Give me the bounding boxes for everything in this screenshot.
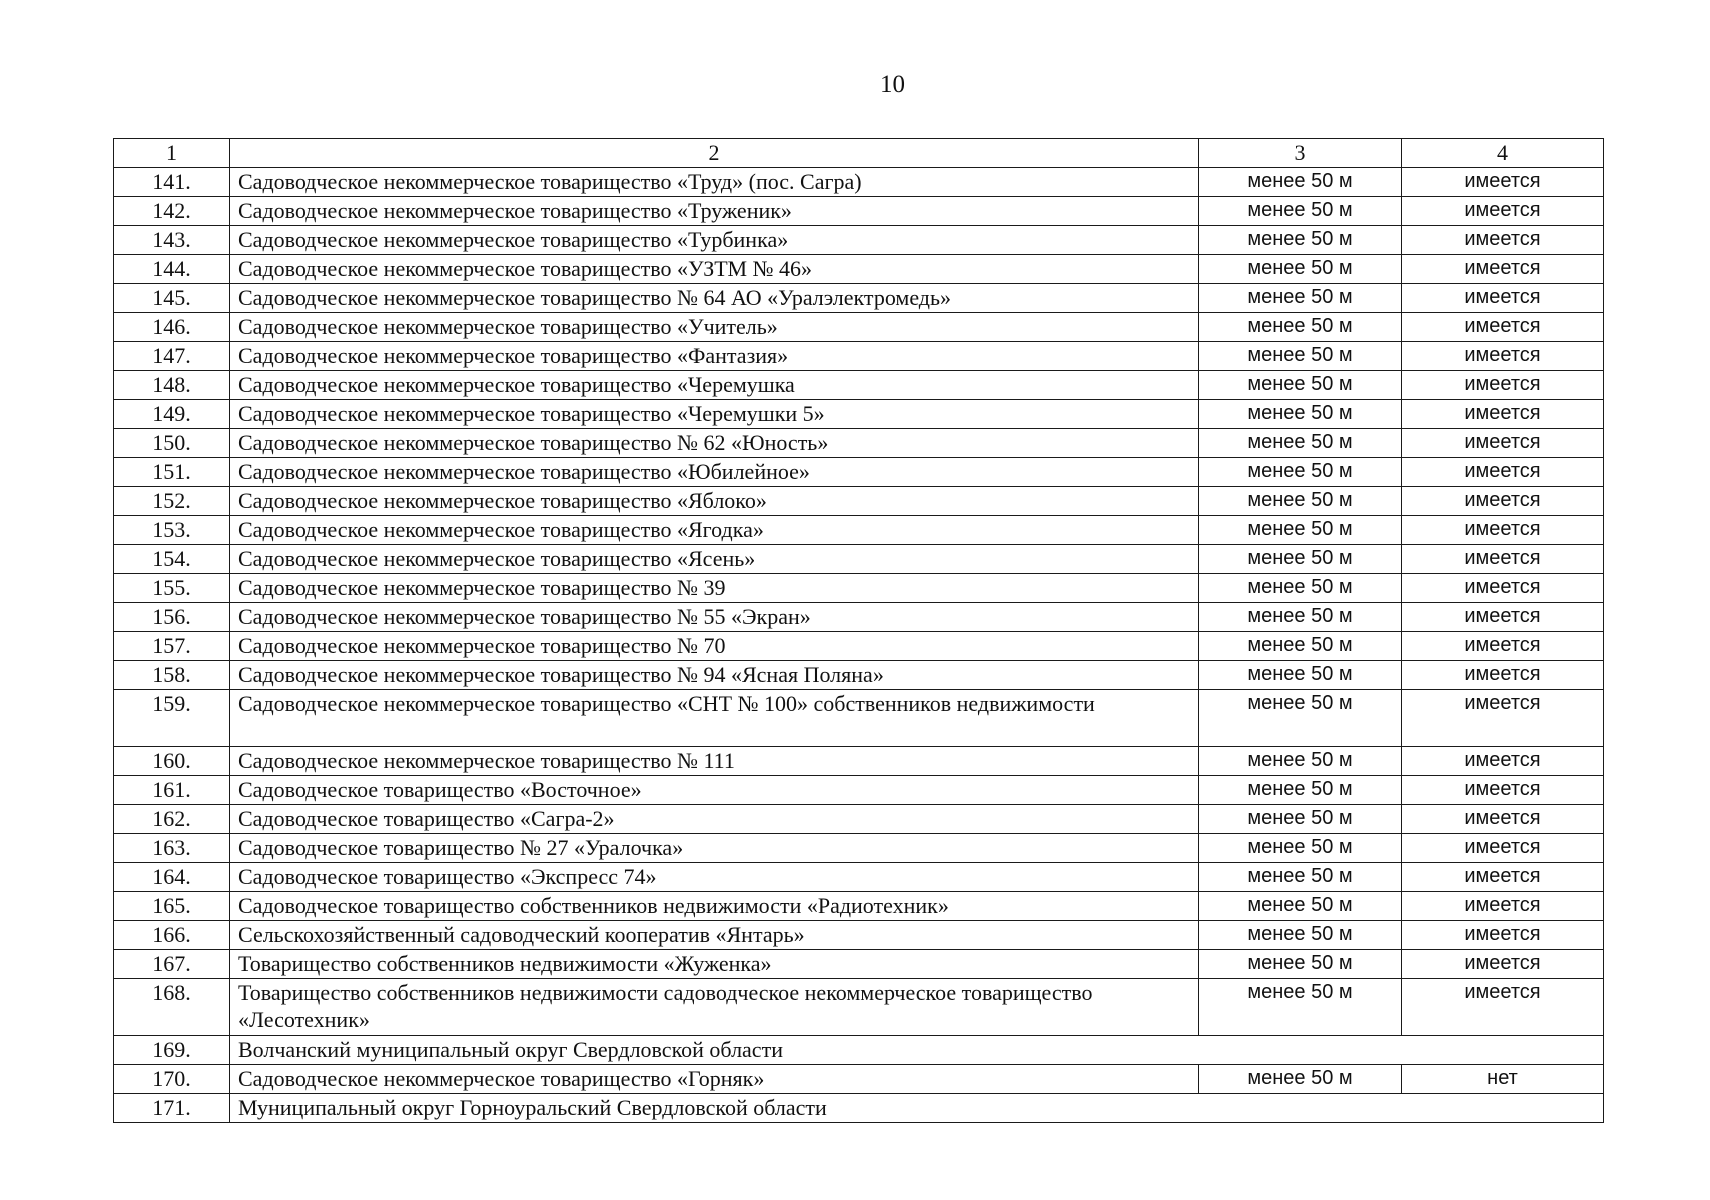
table-row [114, 487, 1604, 516]
distance-cell: менее 50 м [1199, 950, 1402, 979]
table-row [114, 892, 1604, 921]
availability-cell: нет [1402, 1065, 1604, 1094]
availability-cell: имеется [1402, 313, 1604, 342]
row-number: 161. [114, 776, 230, 805]
row-number: 171. [114, 1094, 230, 1123]
row-number: 168. [114, 979, 230, 1036]
organization-name: Садоводческое товарищество «Экспресс 74» [230, 863, 1199, 892]
table-row [114, 545, 1604, 574]
distance-cell: менее 50 м [1199, 1065, 1402, 1094]
distance-cell: менее 50 м [1199, 197, 1402, 226]
organization-name: Садоводческое товарищество № 27 «Уралочка» [230, 834, 1199, 863]
distance-cell: менее 50 м [1199, 632, 1402, 661]
distance-cell: менее 50 м [1199, 342, 1402, 371]
table-row [114, 690, 1604, 747]
table-body [114, 139, 1604, 1123]
organization-name: Садоводческое некоммерческое товарищество «Горняк» [230, 1065, 1199, 1094]
availability-cell: имеется [1402, 950, 1604, 979]
distance-cell: менее 50 м [1199, 603, 1402, 632]
availability-cell: имеется [1402, 545, 1604, 574]
table-row [114, 284, 1604, 313]
header-cell-1: 1 [114, 139, 230, 168]
availability-cell: имеется [1402, 197, 1604, 226]
table-header-row [114, 139, 1604, 168]
table-row [114, 776, 1604, 805]
availability-cell: имеется [1402, 979, 1604, 1036]
distance-cell: менее 50 м [1199, 226, 1402, 255]
row-number: 157. [114, 632, 230, 661]
organization-name: Садоводческое товарищество собственников недвижимости «Радиотехник» [230, 892, 1199, 921]
table-row [114, 747, 1604, 776]
availability-cell: имеется [1402, 226, 1604, 255]
organization-name: Садоводческое некоммерческое товарищество № 55 «Экран» [230, 603, 1199, 632]
organization-name: Садоводческое некоммерческое товарищество «Труд» (пос. Сагра) [230, 168, 1199, 197]
distance-cell: менее 50 м [1199, 429, 1402, 458]
distance-cell: менее 50 м [1199, 487, 1402, 516]
availability-cell: имеется [1402, 921, 1604, 950]
availability-cell: имеется [1402, 747, 1604, 776]
row-number: 147. [114, 342, 230, 371]
row-number: 162. [114, 805, 230, 834]
row-number: 164. [114, 863, 230, 892]
availability-cell: имеется [1402, 516, 1604, 545]
distance-cell: менее 50 м [1199, 313, 1402, 342]
organizations-table [113, 138, 1604, 1123]
distance-cell: менее 50 м [1199, 690, 1402, 747]
distance-cell: менее 50 м [1199, 776, 1402, 805]
organization-name: Садоводческое некоммерческое товарищество № 62 «Юность» [230, 429, 1199, 458]
row-number: 166. [114, 921, 230, 950]
organization-name: Сельскохозяйственный садоводческий кооператив «Янтарь» [230, 921, 1199, 950]
availability-cell: имеется [1402, 400, 1604, 429]
availability-cell: имеется [1402, 892, 1604, 921]
availability-cell: имеется [1402, 255, 1604, 284]
row-number: 146. [114, 313, 230, 342]
table-row [114, 950, 1604, 979]
row-number: 149. [114, 400, 230, 429]
row-number: 170. [114, 1065, 230, 1094]
availability-cell: имеется [1402, 371, 1604, 400]
table-row [114, 255, 1604, 284]
distance-cell: менее 50 м [1199, 979, 1402, 1036]
distance-cell: менее 50 м [1199, 284, 1402, 313]
organization-name: Садоводческое некоммерческое товарищество № 39 [230, 574, 1199, 603]
organization-name: Садоводческое некоммерческое товарищество «УЗТМ № 46» [230, 255, 1199, 284]
header-cell-4: 4 [1402, 139, 1604, 168]
section-title: Муниципальный округ Горноуральский Свердловской области [230, 1094, 1604, 1123]
row-number: 167. [114, 950, 230, 979]
organization-name: Садоводческое некоммерческое товарищество «Черемушка [230, 371, 1199, 400]
availability-cell: имеется [1402, 574, 1604, 603]
distance-cell: менее 50 м [1199, 892, 1402, 921]
availability-cell: имеется [1402, 834, 1604, 863]
table-row [114, 168, 1604, 197]
distance-cell: менее 50 м [1199, 371, 1402, 400]
table-row [114, 921, 1604, 950]
table-row [114, 371, 1604, 400]
row-number: 154. [114, 545, 230, 574]
row-number: 155. [114, 574, 230, 603]
distance-cell: менее 50 м [1199, 516, 1402, 545]
organization-name: Садоводческое некоммерческое товарищество № 70 [230, 632, 1199, 661]
table-row [114, 574, 1604, 603]
organization-name: Садоводческое некоммерческое товарищество № 111 [230, 747, 1199, 776]
organization-name: Садоводческое некоммерческое товарищество «СНТ № 100» собственников недвижимости [230, 690, 1199, 747]
row-number: 141. [114, 168, 230, 197]
row-number: 148. [114, 371, 230, 400]
table-row [114, 632, 1604, 661]
organization-name: Садоводческое товарищество «Восточное» [230, 776, 1199, 805]
organization-name: Садоводческое некоммерческое товарищество № 64 АО «Уралэлектромедь» [230, 284, 1199, 313]
distance-cell: менее 50 м [1199, 921, 1402, 950]
row-number: 158. [114, 661, 230, 690]
availability-cell: имеется [1402, 603, 1604, 632]
distance-cell: менее 50 м [1199, 168, 1402, 197]
organization-name: Садоводческое некоммерческое товарищество «Учитель» [230, 313, 1199, 342]
table-row [114, 661, 1604, 690]
row-number: 153. [114, 516, 230, 545]
availability-cell: имеется [1402, 805, 1604, 834]
table-row [114, 197, 1604, 226]
table-row [114, 805, 1604, 834]
organization-name: Садоводческое товарищество «Сагра-2» [230, 805, 1199, 834]
table-row [114, 979, 1604, 1036]
section-title: Волчанский муниципальный округ Свердловской области [230, 1036, 1604, 1065]
availability-cell: имеется [1402, 284, 1604, 313]
organization-name: Садоводческое некоммерческое товарищество «Турбинка» [230, 226, 1199, 255]
distance-cell: менее 50 м [1199, 255, 1402, 284]
availability-cell: имеется [1402, 632, 1604, 661]
table-row [114, 313, 1604, 342]
availability-cell: имеется [1402, 487, 1604, 516]
row-number: 145. [114, 284, 230, 313]
organization-name: Садоводческое некоммерческое товарищество «Ясень» [230, 545, 1199, 574]
row-number: 151. [114, 458, 230, 487]
organization-name: Садоводческое некоммерческое товарищество «Фантазия» [230, 342, 1199, 371]
row-number: 150. [114, 429, 230, 458]
distance-cell: менее 50 м [1199, 661, 1402, 690]
page-number: 10 [880, 71, 905, 98]
table-row [114, 516, 1604, 545]
distance-cell: менее 50 м [1199, 805, 1402, 834]
organization-name: Садоводческое некоммерческое товарищество № 94 «Ясная Поляна» [230, 661, 1199, 690]
availability-cell: имеется [1402, 776, 1604, 805]
header-cell-3: 3 [1199, 139, 1402, 168]
table-row [114, 863, 1604, 892]
row-number: 163. [114, 834, 230, 863]
row-number: 159. [114, 690, 230, 747]
availability-cell: имеется [1402, 661, 1604, 690]
table-row [114, 1094, 1604, 1123]
organization-name: Садоводческое некоммерческое товарищество «Юбилейное» [230, 458, 1199, 487]
table-row [114, 834, 1604, 863]
distance-cell: менее 50 м [1199, 400, 1402, 429]
table-row [114, 226, 1604, 255]
availability-cell: имеется [1402, 690, 1604, 747]
row-number: 165. [114, 892, 230, 921]
distance-cell: менее 50 м [1199, 545, 1402, 574]
availability-cell: имеется [1402, 429, 1604, 458]
availability-cell: имеется [1402, 168, 1604, 197]
row-number: 152. [114, 487, 230, 516]
organization-name: Товарищество собственников недвижимости садоводческое некоммерческое товарищество «Лесотехник» [230, 979, 1199, 1036]
row-number: 143. [114, 226, 230, 255]
table-row [114, 342, 1604, 371]
table-row [114, 1036, 1604, 1065]
row-number: 160. [114, 747, 230, 776]
table-row [114, 1065, 1604, 1094]
organization-name: Садоводческое некоммерческое товарищество «Черемушки 5» [230, 400, 1199, 429]
availability-cell: имеется [1402, 342, 1604, 371]
organization-name: Товарищество собственников недвижимости «Жуженка» [230, 950, 1199, 979]
table-row [114, 400, 1604, 429]
distance-cell: менее 50 м [1199, 834, 1402, 863]
availability-cell: имеется [1402, 863, 1604, 892]
organization-name: Садоводческое некоммерческое товарищество «Ягодка» [230, 516, 1199, 545]
organization-name: Садоводческое некоммерческое товарищество «Труженик» [230, 197, 1199, 226]
table-row [114, 429, 1604, 458]
distance-cell: менее 50 м [1199, 458, 1402, 487]
table-row [114, 603, 1604, 632]
header-cell-2: 2 [230, 139, 1199, 168]
organization-name: Садоводческое некоммерческое товарищество «Яблоко» [230, 487, 1199, 516]
distance-cell: менее 50 м [1199, 747, 1402, 776]
distance-cell: менее 50 м [1199, 863, 1402, 892]
row-number: 142. [114, 197, 230, 226]
row-number: 169. [114, 1036, 230, 1065]
row-number: 156. [114, 603, 230, 632]
table-row [114, 458, 1604, 487]
distance-cell: менее 50 м [1199, 574, 1402, 603]
row-number: 144. [114, 255, 230, 284]
availability-cell: имеется [1402, 458, 1604, 487]
